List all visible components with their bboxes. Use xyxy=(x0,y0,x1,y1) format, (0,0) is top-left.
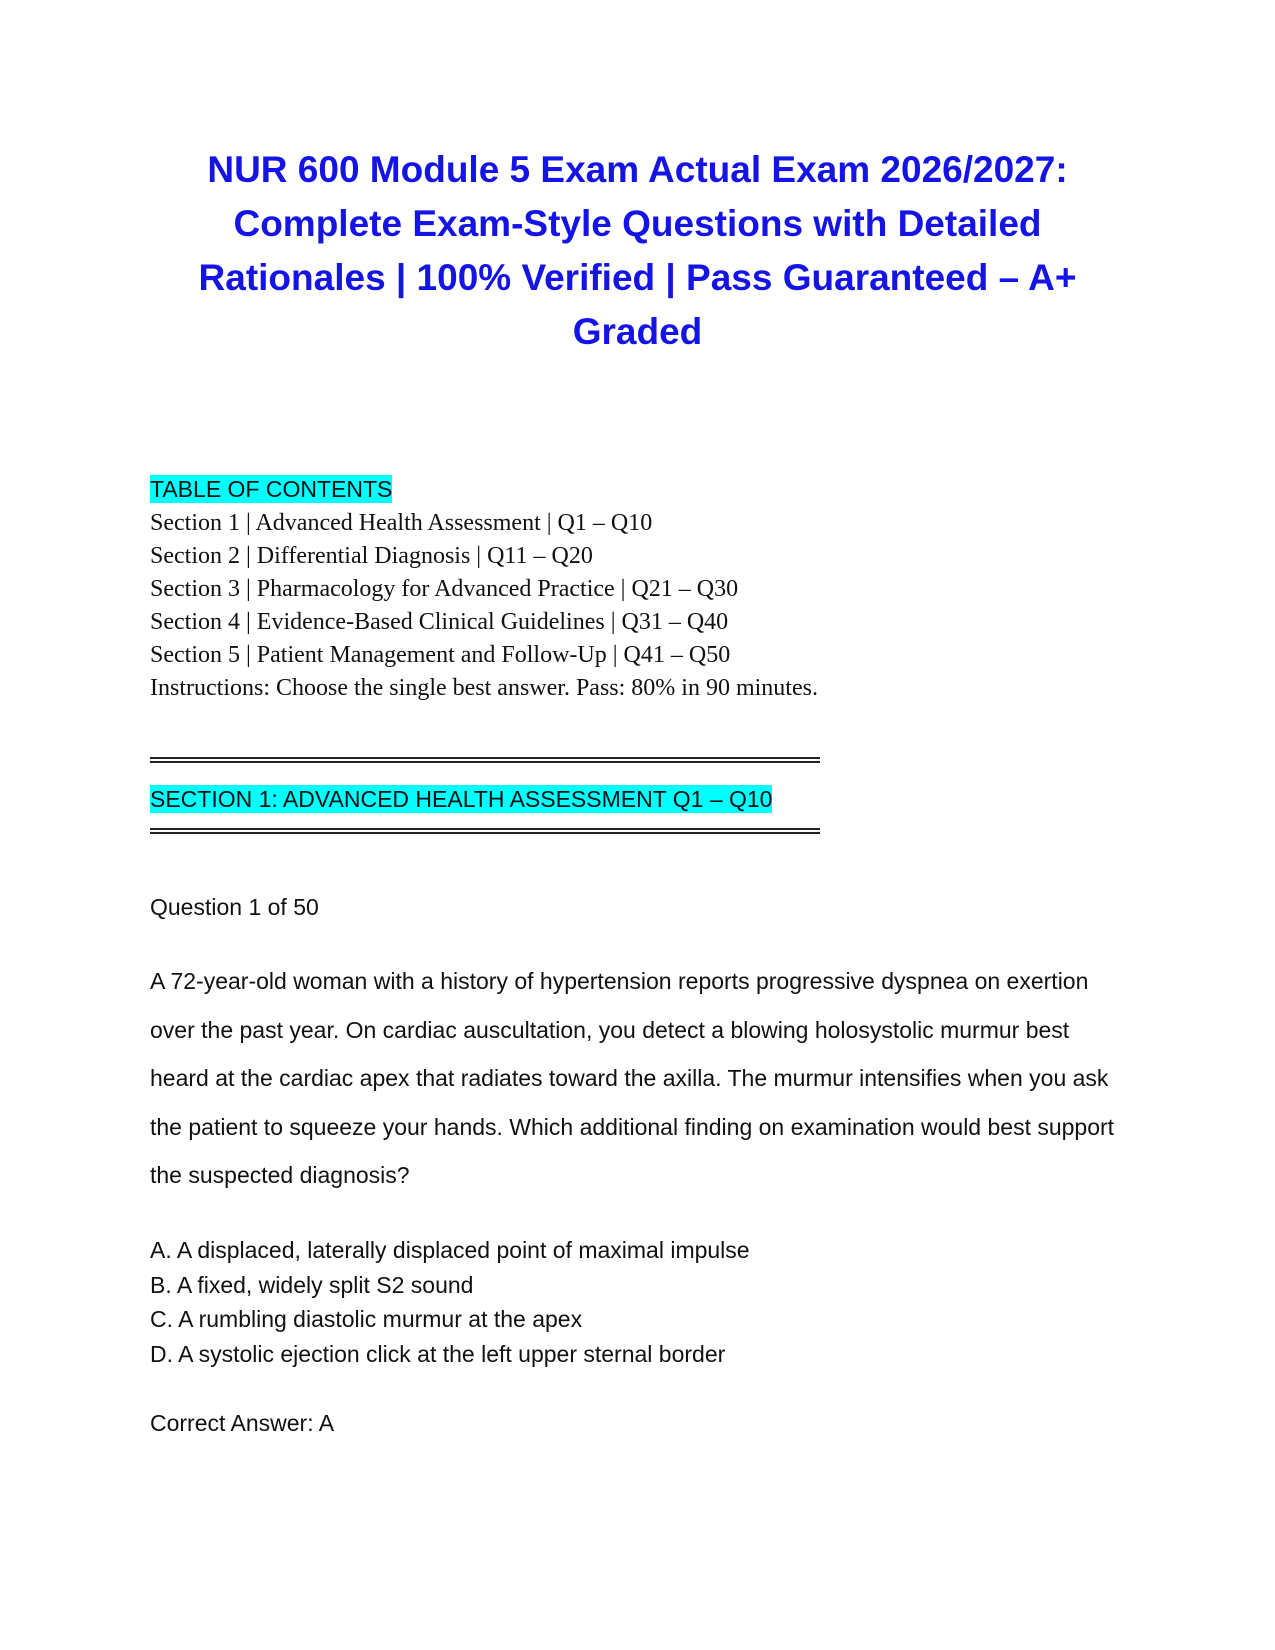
title-line: Rationales | 100% Verified | Pass Guaranteed – A+ xyxy=(198,257,1077,298)
double-rule-divider xyxy=(150,828,820,834)
question-counter: Question 1 of 50 xyxy=(150,894,319,920)
toc-entry: Section 2 | Differential Diagnosis | Q11 – Q20 xyxy=(150,543,593,569)
toc-entry: Section 5 | Patient Management and Follow-Up | Q41 – Q50 xyxy=(150,642,731,668)
answer-options xyxy=(150,1233,750,1371)
instructions-line: Instructions: Choose the single best answer. Pass: 80% in 90 minutes. xyxy=(150,675,818,701)
document-title xyxy=(150,143,1125,359)
question-stem: A 72-year-old woman with a history of hypertension reports progressive dyspnea on exertion over the past year. On cardiac auscultation, you detect a blowing holosystolic murmur best heard at the cardiac apex that radiates toward the axilla. The murmur intensifies when you ask the patient to squeeze your hands. Which additional finding on examination would best support the suspected diagnosis? xyxy=(150,968,1115,1188)
answer-option-d: D. A systolic ejection click at the left upper sternal border xyxy=(150,1340,726,1367)
answer-option-c: C. A rumbling diastolic murmur at the apex xyxy=(150,1306,583,1332)
title-line: NUR 600 Module 5 Exam Actual Exam 2026/2027: xyxy=(207,149,1068,190)
toc-entry: Section 4 | Evidence-Based Clinical Guidelines | Q31 – Q40 xyxy=(150,609,729,635)
toc-heading: TABLE OF CONTENTS xyxy=(150,476,393,502)
table-of-contents xyxy=(150,475,818,705)
toc-entry: Section 3 | Pharmacology for Advanced Practice | Q21 – Q30 xyxy=(150,576,739,602)
title-line: Graded xyxy=(572,311,703,352)
title-line: Complete Exam-Style Questions with Detailed xyxy=(233,203,1042,244)
correct-answer: Correct Answer: A xyxy=(150,1410,335,1436)
answer-option-b: B. A fixed, widely split S2 sound xyxy=(150,1271,474,1298)
section-heading: SECTION 1: ADVANCED HEALTH ASSESSMENT Q1 – Q10 xyxy=(150,786,773,812)
toc-entry: Section 1 | Advanced Health Assessment | Q1 – Q10 xyxy=(150,510,653,536)
answer-option-a: A. A displaced, laterally displaced point of maximal impulse xyxy=(150,1237,750,1263)
double-rule-divider xyxy=(150,757,820,763)
